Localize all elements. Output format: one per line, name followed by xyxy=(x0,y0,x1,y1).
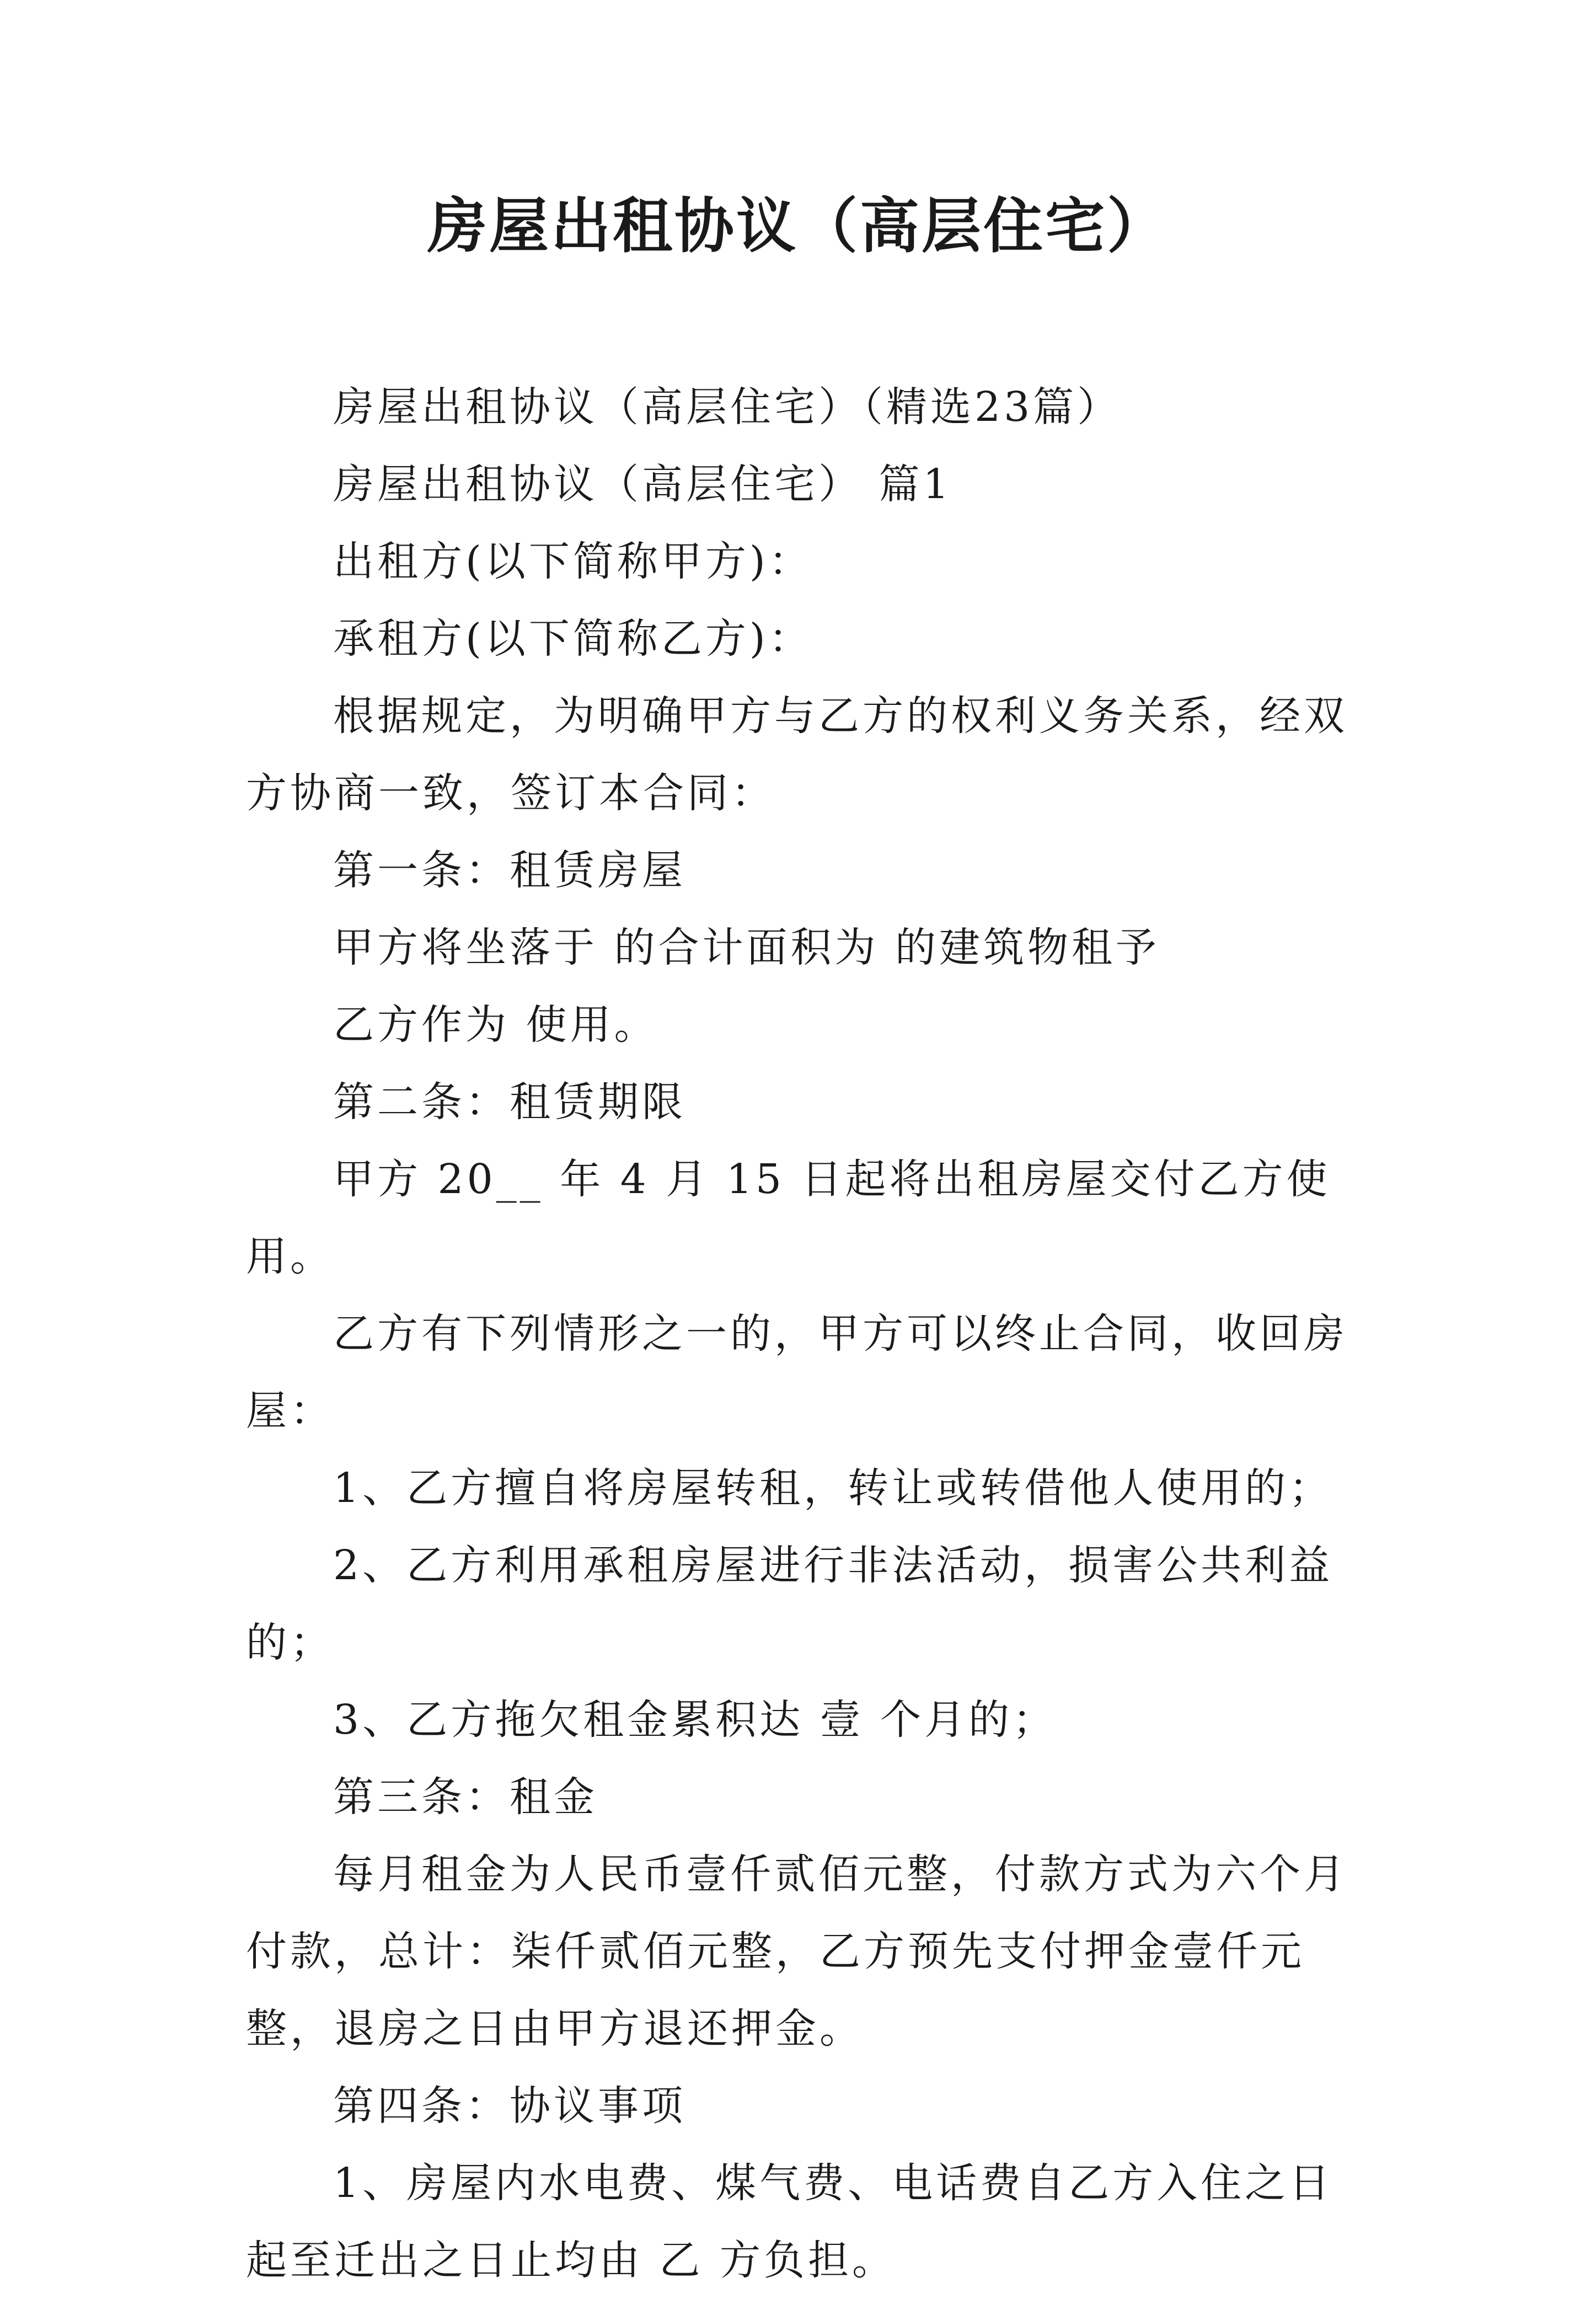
article-2-heading: 第二条：租赁期限 xyxy=(333,1078,686,1126)
article-4-item-1: 1、房屋内水电费、煤气费、电话费自乙方入住之日起至迁出之日止均由 乙 方负担。 xyxy=(246,2159,1333,2284)
paragraph-lessor: 出租方(以下简称甲方)： xyxy=(333,538,813,585)
document-body xyxy=(246,368,1371,2299)
paragraph-collection-title: 房屋出租协议（高层住宅）（精选23篇） xyxy=(333,383,1122,431)
article-1-text-a: 甲方将坐落于 的合计面积为 的建筑物租予 xyxy=(333,924,1160,971)
termination-item-2: 2、乙方利用承租房屋进行非法活动，损害公共利益的； xyxy=(246,1542,1333,1666)
paragraph-preamble: 根据规定，为明确甲方与乙方的权利义务关系，经双方协商一致，签订本合同： xyxy=(246,692,1348,817)
termination-intro: 乙方有下列情形之一的，甲方可以终止合同，收回房屋： xyxy=(246,1310,1348,1435)
termination-item-3: 3、乙方拖欠租金累积达 壹 个月的； xyxy=(333,1696,1057,1744)
termination-item-1: 1、乙方擅自将房屋转租，转让或转借他人使用的； xyxy=(333,1464,1333,1512)
article-3-text: 每月租金为人民币壹仟贰佰元整，付款方式为六个月付款，总计：柒仟贰佰元整，乙方预先支付押金壹仟元整，退房之日由甲方退还押金。 xyxy=(246,1851,1348,2052)
article-2-text: 甲方 20__ 年 4 月 15 日起将出租房屋交付乙方使用。 xyxy=(246,1156,1331,1280)
article-3-heading: 第三条：租金 xyxy=(333,1773,598,1821)
article-1-heading: 第一条：租赁房屋 xyxy=(333,847,686,894)
article-4-heading: 第四条：协议事项 xyxy=(333,2082,686,2130)
paragraph-lessee: 承租方(以下简称乙方)： xyxy=(333,615,813,662)
paragraph-chapter-heading: 房屋出租协议（高层住宅） 篇1 xyxy=(333,461,952,508)
article-1-text-b: 乙方作为 使用。 xyxy=(333,1001,658,1049)
document-title: 房屋出租协议（高层住宅） xyxy=(427,191,1169,261)
